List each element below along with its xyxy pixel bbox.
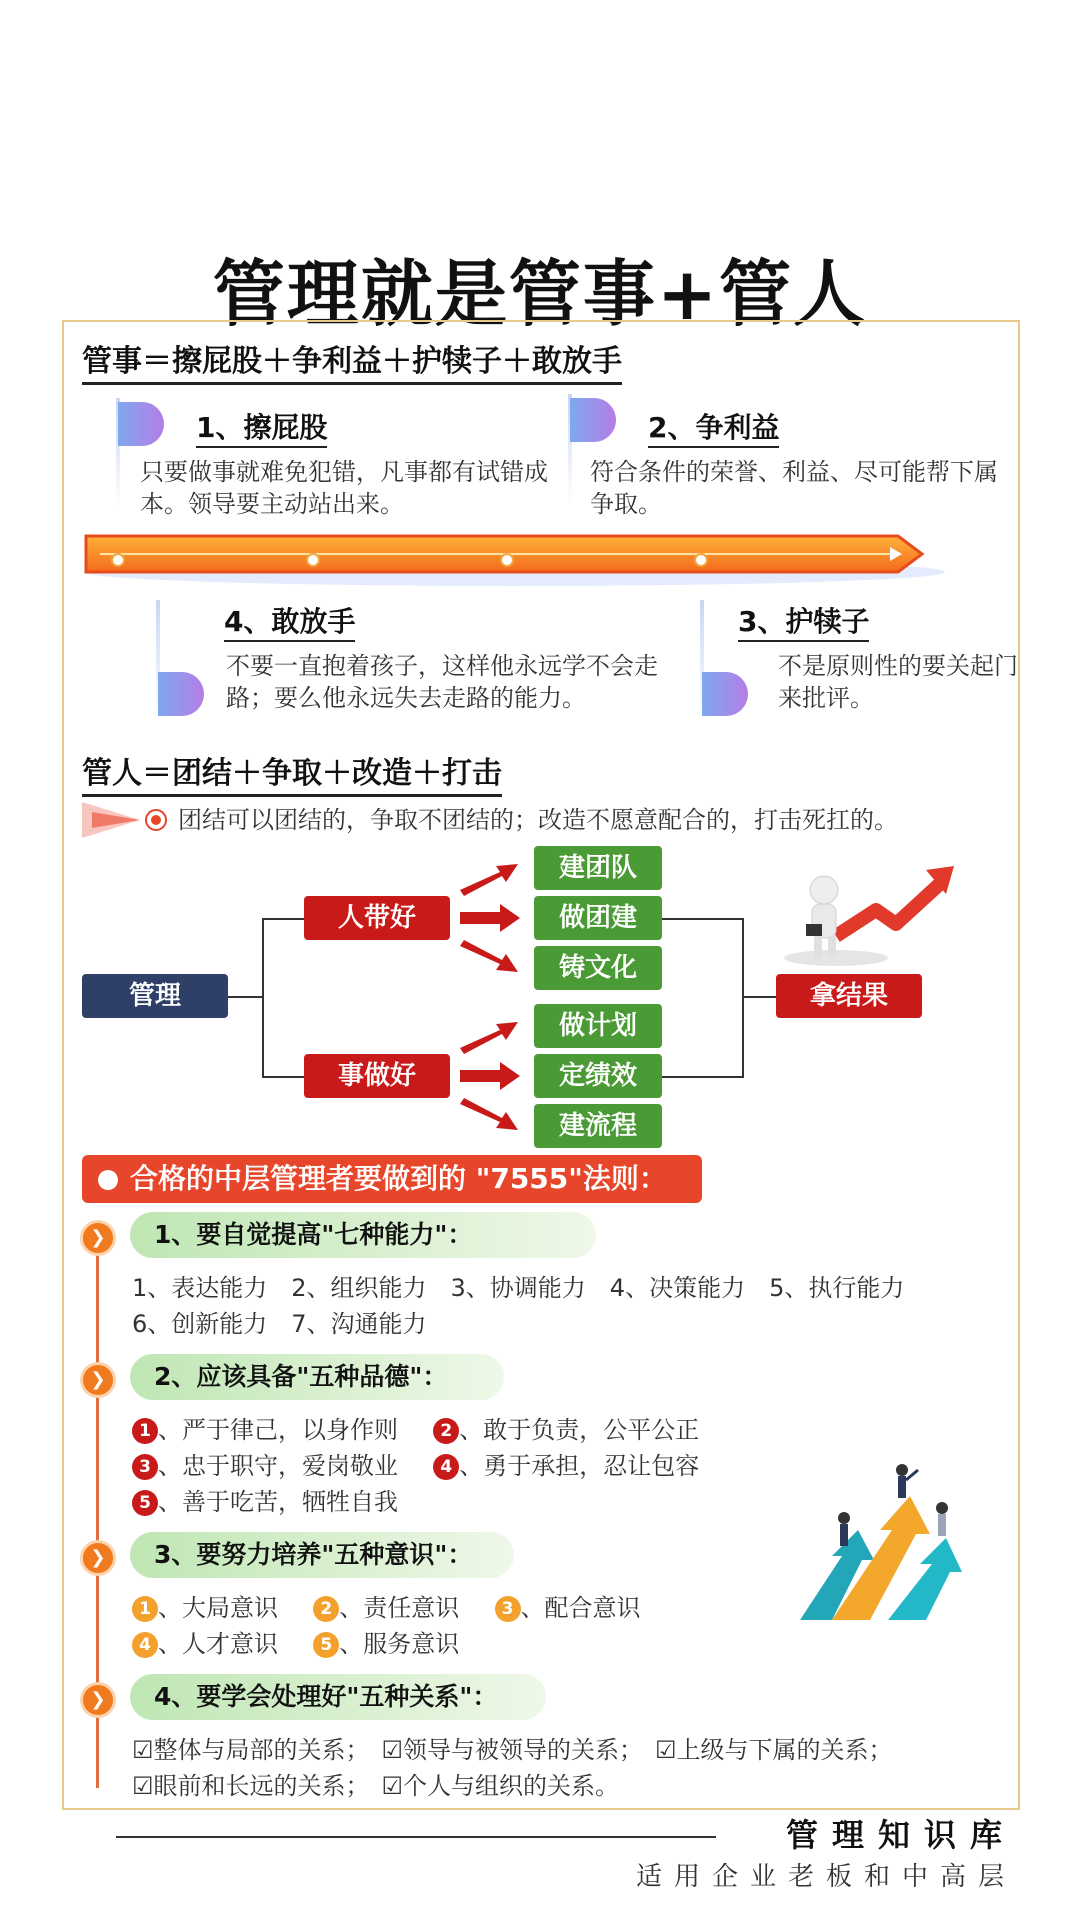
rule-section-3-title: 3、要努力培养"五种意识"： xyxy=(130,1532,514,1578)
rule-section-3-row-2 xyxy=(132,1626,459,1662)
timeline-dot xyxy=(500,553,514,567)
root-box: 管理 xyxy=(82,974,228,1018)
item-1-text: 只要做事就难免犯错，凡事都有试错成本。领导要主动站出来。 xyxy=(140,458,548,518)
branch-people-box: 人带好 xyxy=(304,896,450,940)
connector xyxy=(662,918,742,920)
item-2-title: 2、争利益 xyxy=(648,406,779,448)
page-title: 管理就是管事+管人 xyxy=(212,252,868,336)
rule-section-4-title: 4、要学会处理好"五种关系"： xyxy=(130,1674,546,1720)
bullet-dot-icon xyxy=(98,1170,118,1190)
circled-number: 1 xyxy=(132,1596,158,1622)
awareness-item: 、责任意识 xyxy=(339,1594,460,1622)
virtue-item: 、善于吃苦，牺牲自我 xyxy=(158,1488,398,1516)
footer-divider xyxy=(116,1836,716,1838)
virtue-item: 、忠于职守，爱岗敬业 xyxy=(158,1452,398,1480)
branch-affairs-box: 事做好 xyxy=(304,1054,450,1098)
rule-section-2-title: 2、应该具备"五种品德"： xyxy=(130,1354,504,1400)
chevron-right-icon: ❯ xyxy=(80,1682,116,1718)
timeline-dot xyxy=(306,553,320,567)
awareness-item: 、配合意识 xyxy=(520,1594,641,1622)
awareness-item: 、大局意识 xyxy=(158,1594,278,1622)
connector xyxy=(742,996,776,998)
circled-number: 4 xyxy=(132,1632,158,1658)
connector xyxy=(228,996,262,998)
flag-icon xyxy=(702,672,748,716)
connector xyxy=(742,918,744,1078)
flag-icon xyxy=(118,402,164,446)
rule-heading-bar xyxy=(82,1155,702,1203)
team-growth-icon xyxy=(792,1460,974,1630)
radio-dot-icon xyxy=(144,808,168,832)
awareness-item: 、人才意识 xyxy=(158,1630,278,1658)
manage-people-note: 团结可以团结的，争取不团结的；改造不愿意配合的，打击死扛的。 xyxy=(178,806,898,834)
item-2-text: 符合条件的荣誉、利益、尽可能帮下属争取。 xyxy=(590,458,998,518)
rule-section-1-line-1: 1、表达能力 2、组织能力 3、协调能力 4、决策能力 5、执行能力 xyxy=(132,1274,905,1302)
connector xyxy=(662,1076,742,1078)
item-1-title: 1、擦屁股 xyxy=(196,406,327,448)
circled-number: 2 xyxy=(313,1596,339,1622)
connector xyxy=(262,1076,304,1078)
circled-number: 1 xyxy=(132,1418,158,1444)
manage-affairs-heading: 管事＝擦屁股＋争利益＋护犊子＋敢放手 xyxy=(82,336,622,385)
leaf-build-team: 建团队 xyxy=(534,846,662,890)
leaf-performance: 定绩效 xyxy=(534,1054,662,1098)
chevron-right-icon: ❯ xyxy=(80,1540,116,1576)
branch-arrows-icon xyxy=(456,1014,536,1144)
flag-icon xyxy=(158,672,204,716)
leaf-process: 建流程 xyxy=(534,1104,662,1148)
connector xyxy=(262,918,304,920)
rule-section-3-row-1 xyxy=(132,1590,641,1626)
virtue-item: 、敢于负责，公平公正 xyxy=(459,1416,700,1444)
leaf-plan: 做计划 xyxy=(534,1004,662,1048)
item-3-text: 不是原则性的要关起门来批评。 xyxy=(778,652,1018,712)
rule-section-2-row-1 xyxy=(132,1412,699,1448)
flag-icon xyxy=(570,398,616,442)
result-box: 拿结果 xyxy=(776,974,922,1018)
timeline-dot xyxy=(694,553,708,567)
awareness-item: 、服务意识 xyxy=(339,1630,460,1658)
branch-arrows-icon xyxy=(456,856,536,986)
connector xyxy=(262,918,264,1078)
growth-arrow-icon xyxy=(776,862,956,970)
rule-section-4-line-1: ☑整体与局部的关系； ☑领导与被领导的关系； ☑上级与下属的关系； xyxy=(132,1736,893,1764)
item-4-text: 不要一直抱着孩子，这样他永远学不会走路；要么他永远失去走路的能力。 xyxy=(226,652,658,712)
rule-section-2-row-2 xyxy=(132,1448,699,1484)
circled-number: 2 xyxy=(433,1418,459,1444)
rule-section-1-title: 1、要自觉提高"七种能力"： xyxy=(130,1212,596,1258)
circled-number: 5 xyxy=(313,1632,339,1658)
rule-heading: 合格的中层管理者要做到的 "7555"法则： xyxy=(130,1162,667,1195)
footer-subtitle: 适用企业老板和中高层 xyxy=(635,1862,1016,1892)
timeline-arrow-icon xyxy=(80,524,950,592)
leaf-team-building: 做团建 xyxy=(534,896,662,940)
virtue-item: 、严于律己，以身作则 xyxy=(158,1416,398,1444)
circled-number: 3 xyxy=(495,1596,521,1622)
pointer-icon xyxy=(82,800,142,840)
rule-section-2-row-3 xyxy=(132,1484,398,1520)
circled-number: 4 xyxy=(433,1454,459,1480)
circled-number: 3 xyxy=(132,1454,158,1480)
footer-brand: 管理知识库 xyxy=(785,1816,1016,1854)
rule-section-4-line-2: ☑眼前和长远的关系； ☑个人与组织的关系。 xyxy=(132,1772,620,1800)
circled-number: 5 xyxy=(132,1490,158,1516)
item-3-title: 3、护犊子 xyxy=(738,600,869,642)
chevron-right-icon: ❯ xyxy=(80,1362,116,1398)
rule-section-1-line-2: 6、创新能力 7、沟通能力 xyxy=(132,1310,427,1338)
chevron-right-icon: ❯ xyxy=(80,1220,116,1256)
manage-people-heading: 管人＝团结＋争取＋改造＋打击 xyxy=(82,748,502,797)
virtue-item: 、勇于承担，忍让包容 xyxy=(459,1452,700,1480)
leaf-culture: 铸文化 xyxy=(534,946,662,990)
timeline-dot xyxy=(111,553,125,567)
item-4-title: 4、敢放手 xyxy=(224,600,355,642)
